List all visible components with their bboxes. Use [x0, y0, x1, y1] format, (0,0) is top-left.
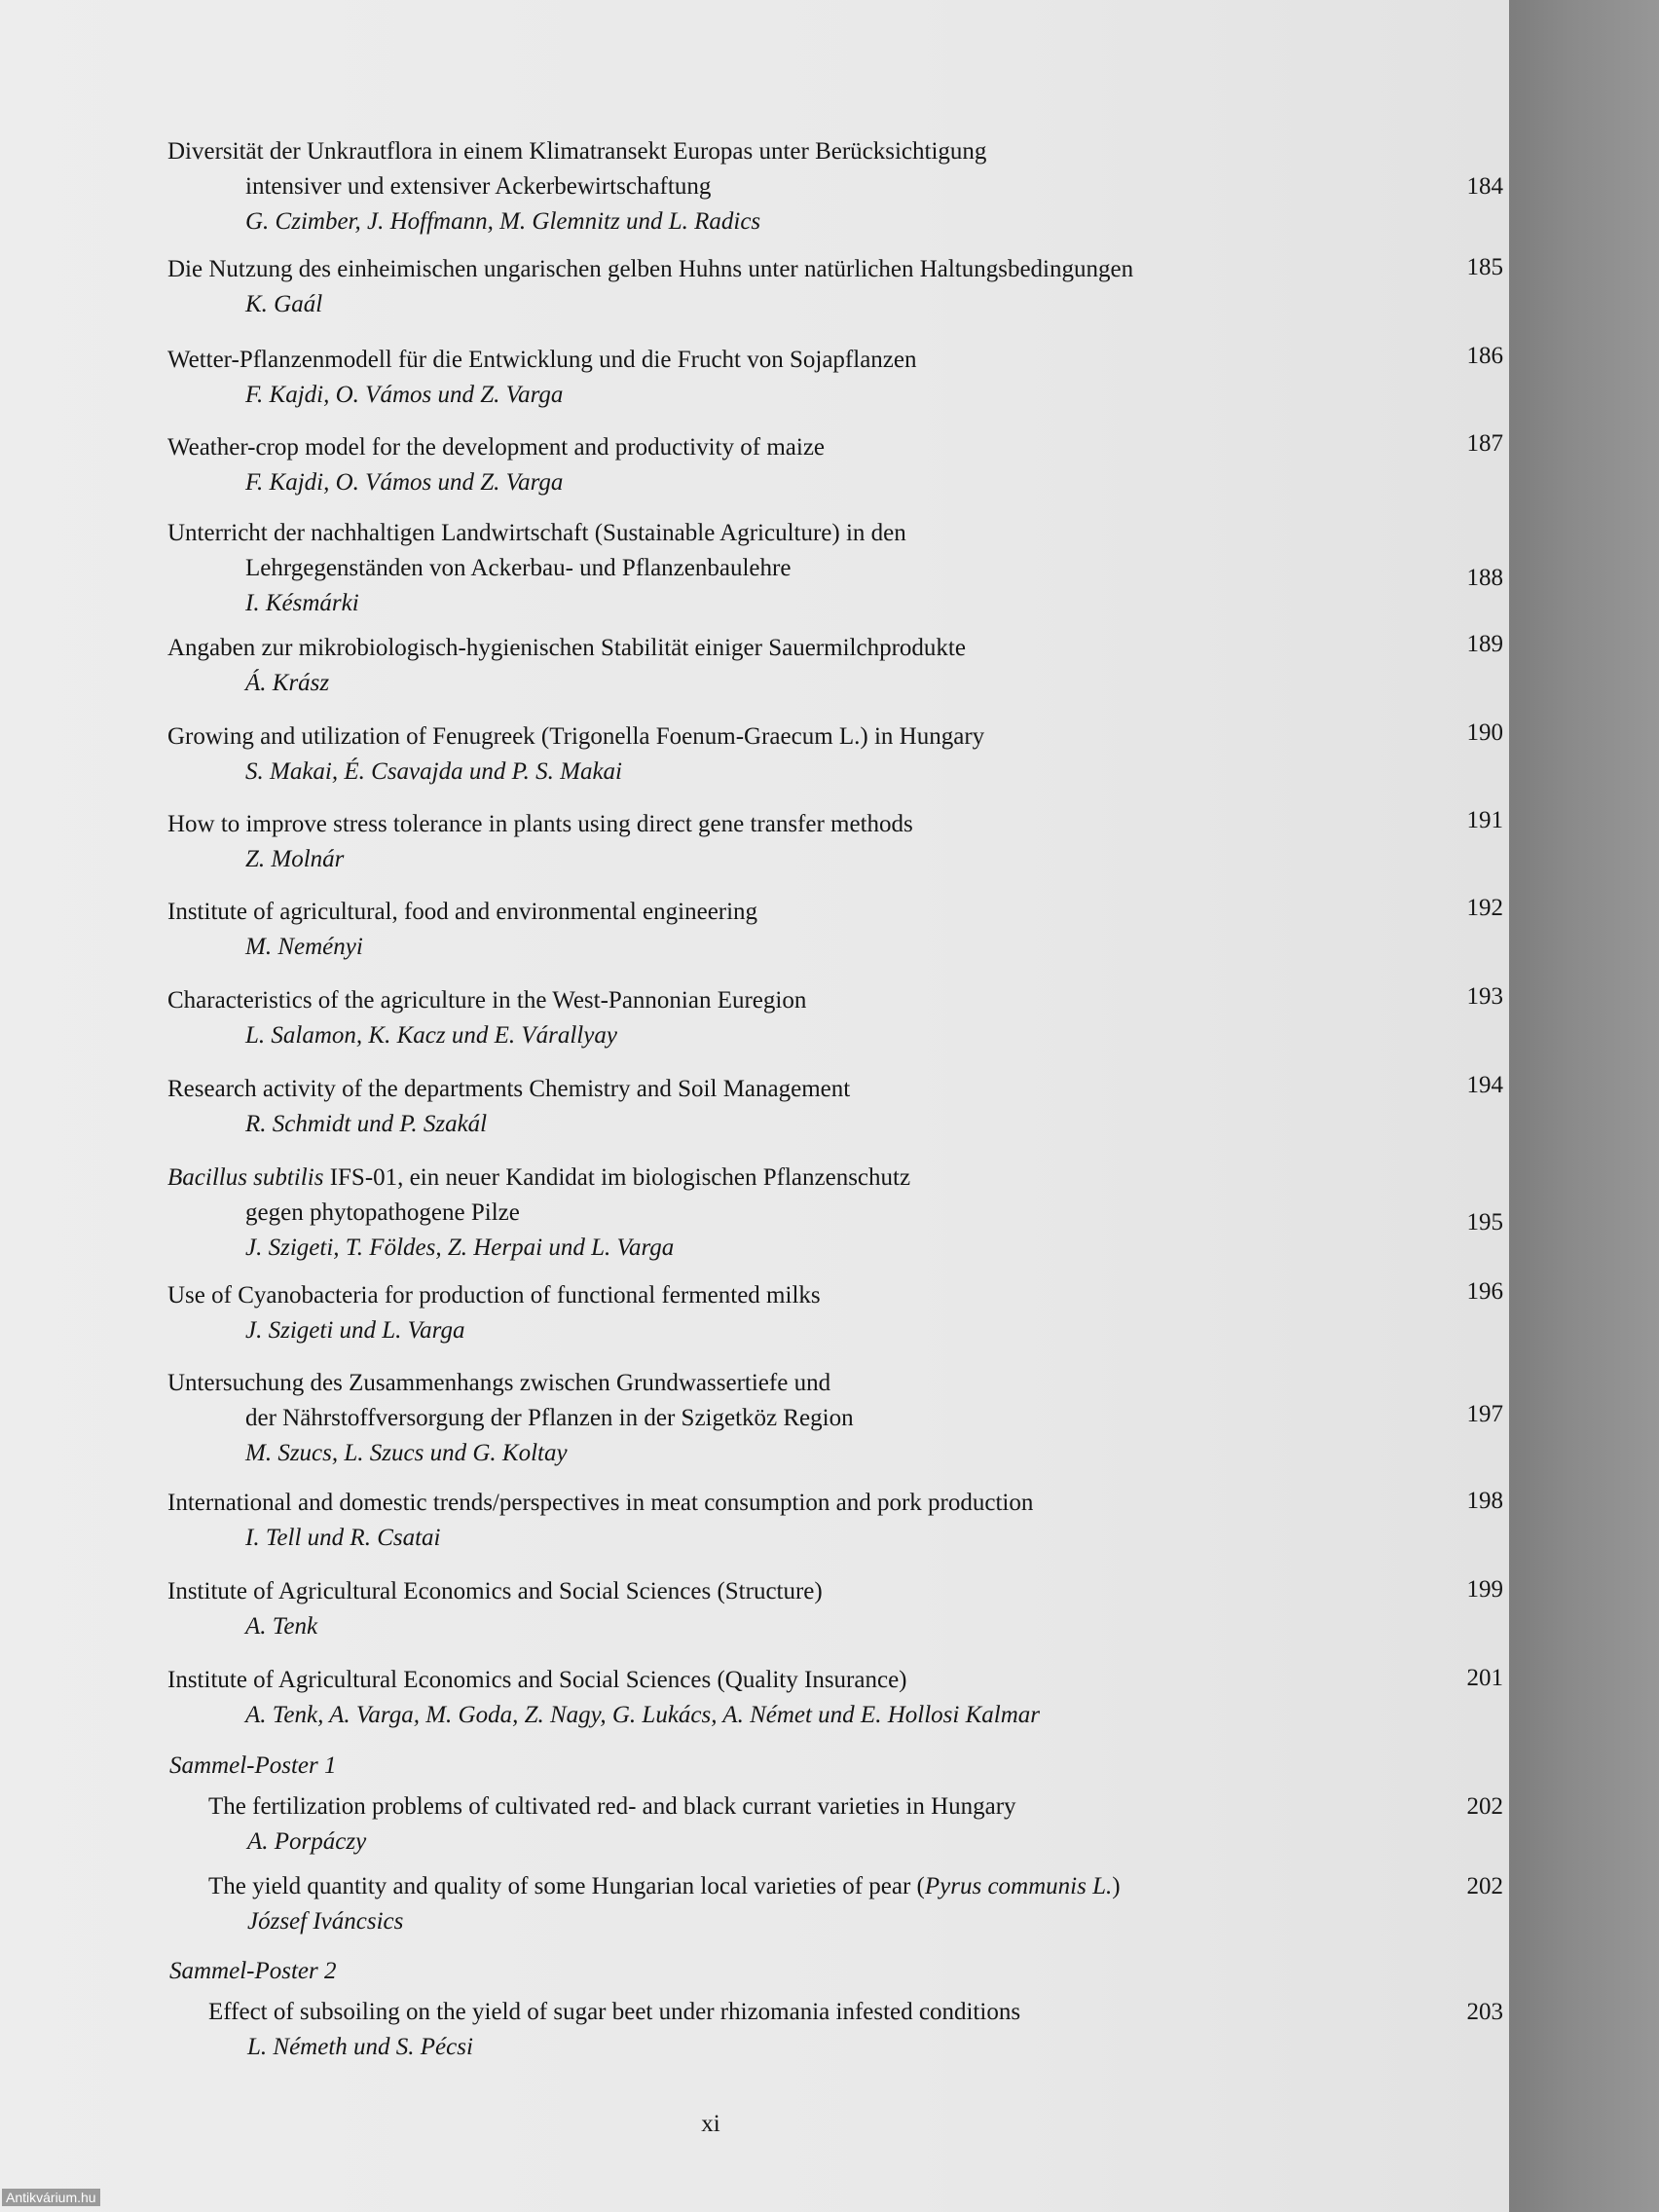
toc-entry — [167, 631, 1503, 701]
toc-entry — [167, 1995, 1503, 2065]
entry-page-number: 202 — [1466, 1793, 1503, 1820]
toc-entry — [167, 516, 1503, 621]
entry-title: Institute of agricultural, food and environmental engineering — [167, 899, 758, 925]
entry-authors: L. Németh und S. Pécsi — [247, 2034, 473, 2060]
toc-entry — [167, 1486, 1503, 1556]
entry-authors: L. Salamon, K. Kacz und E. Várallyay — [245, 1022, 617, 1049]
entry-title-end: ) — [1112, 1873, 1121, 1899]
entry-authors: József Iváncsics — [247, 1908, 404, 1935]
entry-title: Effect of subsoiling on the yield of sugar beet under rhizomania infested conditions — [208, 1999, 1021, 2025]
entry-title-line1 — [167, 1164, 910, 1191]
entry-title: Institute of Agricultural Economics and Social Sciences (Quality Insurance) — [167, 1667, 907, 1693]
entry-authors: A. Tenk, A. Varga, M. Goda, Z. Nagy, G. Lukács, A. Német und E. Hollosi Kalmar — [245, 1702, 1040, 1728]
page-folio: xi — [701, 2111, 720, 2137]
entry-page-number: 192 — [1466, 895, 1503, 921]
toc-entry — [167, 1663, 1503, 1733]
toc-entry — [167, 134, 1503, 240]
entry-authors: G. Czimber, J. Hoffmann, M. Glemnitz und L. Radics — [245, 208, 761, 235]
toc-entry — [167, 1574, 1503, 1644]
entry-authors: I. Késmárki — [245, 590, 359, 616]
entry-page-number: 189 — [1466, 631, 1503, 657]
entry-title-line2: intensiver und extensiver Ackerbewirtschaftung — [245, 173, 712, 200]
entry-title-line1: Unterricht der nachhaltigen Landwirtschaft (Sustainable Agriculture) in den — [167, 520, 906, 546]
entry-page-number: 184 — [1466, 173, 1503, 200]
entry-page-number: 203 — [1466, 1999, 1503, 2025]
toc-entry — [167, 343, 1503, 413]
species-name: Pyrus communis L. — [924, 1873, 1113, 1899]
entry-title-line2: der Nährstoffversorgung der Pflanzen in der Szigetköz Region — [245, 1405, 854, 1431]
entry-page-number: 194 — [1466, 1072, 1503, 1098]
entry-authors: R. Schmidt und P. Szakál — [245, 1111, 488, 1137]
entry-page-number: 196 — [1466, 1278, 1503, 1305]
entry-authors: M. Szucs, L. Szucs und G. Koltay — [245, 1440, 568, 1466]
toc-entry — [167, 1789, 1503, 1860]
entry-title-line2: Lehrgegenständen von Ackerbau- und Pflanzenbaulehre — [245, 555, 792, 581]
entry-title: Growing and utilization of Fenugreek (Trigonella Foenum-Graecum L.) in Hungary — [167, 723, 985, 750]
entry-title: Use of Cyanobacteria for production of functional fermented milks — [167, 1282, 821, 1309]
entry-title-line1: Diversität der Unkrautflora in einem Klimatransekt Europas unter Berücksichtigung — [167, 138, 987, 165]
toc-entry — [167, 895, 1503, 965]
toc-entry — [167, 1869, 1503, 1939]
entry-title: Research activity of the departments Chemistry and Soil Management — [167, 1076, 851, 1102]
entry-title — [167, 516, 1336, 586]
entry-authors: M. Neményi — [245, 934, 363, 960]
entry-title-text: IFS-01, ein neuer Kandidat im biologischen Pflanzenschutz — [323, 1164, 911, 1191]
entry-page-number: 195 — [1466, 1209, 1503, 1235]
entry-title: Die Nutzung des einheimischen ungarischen gelben Huhns unter natürlichen Haltungsbedingungen — [167, 256, 1134, 282]
section-heading: Sammel-Poster 1 — [169, 1752, 337, 1779]
toc-entry — [167, 1161, 1503, 1266]
page-edge — [1509, 0, 1659, 2212]
watermark: Antikvárium.hu — [2, 2189, 100, 2206]
toc-entry — [167, 719, 1503, 790]
entry-page-number: 190 — [1466, 719, 1503, 746]
entry-title — [167, 1366, 1336, 1436]
entry-title: The fertilization problems of cultivated red- and black currant varieties in Hungary — [208, 1793, 1016, 1820]
entry-page-number: 201 — [1466, 1665, 1503, 1691]
toc-entry — [167, 1366, 1503, 1471]
toc-entry — [167, 807, 1503, 877]
entry-page-number: 197 — [1466, 1401, 1503, 1427]
toc-entry — [167, 430, 1503, 500]
entry-title: Wetter-Pflanzenmodell für die Entwicklung und die Frucht von Sojapflanzen — [167, 347, 917, 373]
entry-authors: J. Szigeti und L. Varga — [245, 1317, 465, 1344]
entry-title: Angaben zur mikrobiologisch-hygienischen Stabilität einiger Sauermilchprodukte — [167, 635, 966, 661]
entry-page-number: 186 — [1466, 343, 1503, 369]
species-name: Bacillus subtilis — [167, 1164, 324, 1191]
entry-authors: A. Tenk — [245, 1613, 318, 1640]
entry-authors: F. Kajdi, O. Vámos und Z. Varga — [245, 469, 564, 496]
entry-authors: K. Gaál — [245, 291, 323, 317]
entry-authors: A. Porpáczy — [247, 1828, 367, 1855]
entry-title — [167, 1869, 1336, 1904]
entry-page-number: 199 — [1466, 1576, 1503, 1603]
entry-title-line2: gegen phytopathogene Pilze — [245, 1199, 520, 1226]
entry-page-number: 198 — [1466, 1488, 1503, 1514]
entry-authors: I. Tell und R. Csatai — [245, 1525, 441, 1551]
entry-title — [167, 1161, 1336, 1231]
entry-title: How to improve stress tolerance in plants using direct gene transfer methods — [167, 811, 913, 837]
entry-title-text: The yield quantity and quality of some Hungarian local varieties of pear ( — [208, 1873, 925, 1899]
toc-entry — [167, 1278, 1503, 1348]
entry-title — [167, 134, 1336, 204]
entry-authors: Á. Krász — [245, 670, 330, 696]
entry-page-number: 202 — [1466, 1873, 1503, 1899]
entry-title: Characteristics of the agriculture in the West-Pannonian Euregion — [167, 987, 807, 1014]
toc-entry — [167, 1072, 1503, 1142]
entry-title: Weather-crop model for the development and productivity of maize — [167, 434, 826, 461]
entry-title: Institute of Agricultural Economics and Social Sciences (Structure) — [167, 1578, 823, 1604]
entry-page-number: 193 — [1466, 983, 1503, 1010]
entry-authors: F. Kajdi, O. Vámos und Z. Varga — [245, 382, 564, 408]
entry-page-number: 188 — [1466, 565, 1503, 591]
entry-authors: Z. Molnár — [245, 846, 345, 872]
entry-authors: J. Szigeti, T. Földes, Z. Herpai und L. Varga — [245, 1235, 675, 1261]
section-heading: Sammel-Poster 2 — [169, 1958, 337, 1984]
entry-page-number: 185 — [1466, 254, 1503, 280]
entry-authors: S. Makai, É. Csavajda und P. S. Makai — [245, 758, 622, 785]
entry-title: International and domestic trends/perspectives in meat consumption and pork production — [167, 1490, 1034, 1516]
entry-page-number: 187 — [1466, 430, 1503, 457]
toc-entry — [167, 983, 1503, 1053]
toc-entry — [167, 252, 1503, 322]
entry-title-line1: Untersuchung des Zusammenhangs zwischen Grundwassertiefe und — [167, 1370, 831, 1396]
entry-page-number: 191 — [1466, 807, 1503, 833]
